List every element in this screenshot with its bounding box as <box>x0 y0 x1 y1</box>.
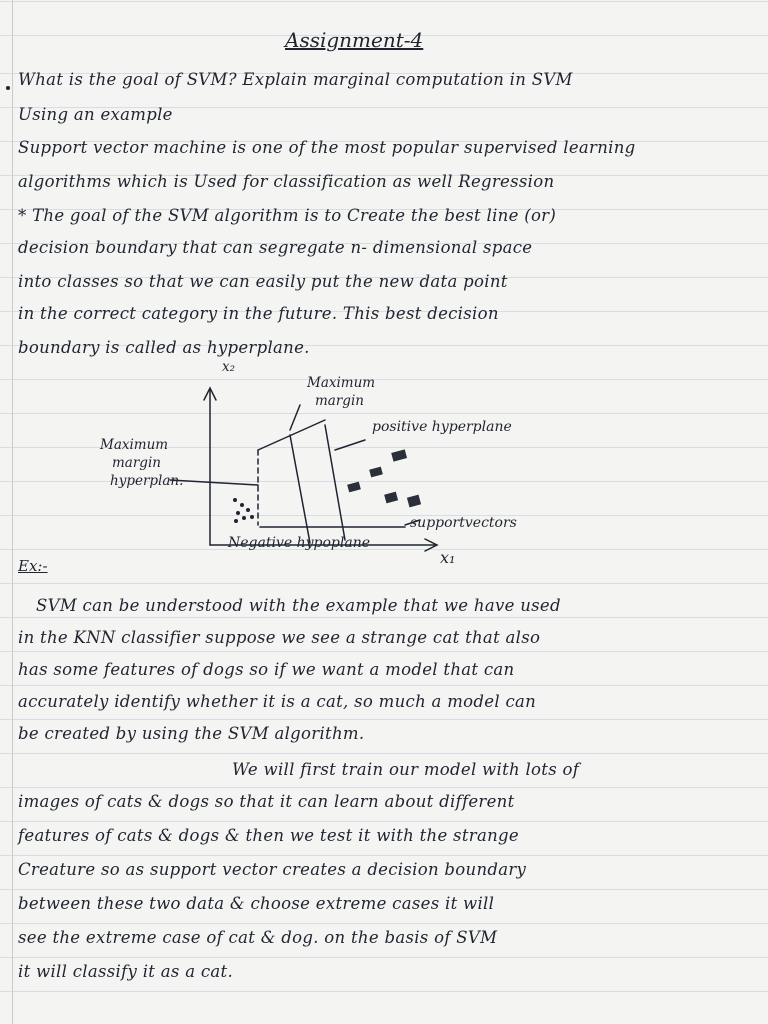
intro-line: boundary is called as hyperplane. <box>18 338 310 357</box>
example-line: has some features of dogs so if we want a model that can <box>18 660 515 679</box>
support-vectors-label: supportvectors <box>410 515 517 531</box>
positive-points <box>347 449 421 507</box>
top-margin-label-2: margin <box>315 393 364 409</box>
example-line: in the KNN classifier suppose we see a strange cat that also <box>18 628 541 647</box>
left-margin-label-2: margin <box>112 455 161 471</box>
example2-line: We will first train our model with lots of <box>232 760 580 779</box>
example-label: Ex:- <box>18 557 48 575</box>
intro-line: Support vector machine is one of the most popular supervised learning <box>18 138 636 157</box>
example2-line: Creature so as support vector creates a decision boundary <box>18 860 527 879</box>
svm-diagram <box>0 355 768 585</box>
question-line: What is the goal of SVM? Explain marginal computation in SVM <box>18 70 573 89</box>
question-line: Using an example <box>18 105 173 124</box>
negative-hyperplane-label: Negative hypoplane <box>228 535 370 551</box>
page-title: Assignment-4 <box>285 28 424 52</box>
negative-points <box>233 498 254 523</box>
left-margin-label-1: Maximum <box>100 437 169 453</box>
x-axis-label: x₁ <box>440 548 456 567</box>
example2-line: it will classify it as a cat. <box>18 962 234 981</box>
example2-line: between these two data & choose extreme cases it will <box>18 894 495 913</box>
example2-line: images of cats & dogs so that it can learn about different <box>18 792 515 811</box>
intro-line: decision boundary that can segregate n- dimensional space <box>18 238 533 257</box>
intro-line: algorithms which is Used for classification as well Regression <box>18 172 555 191</box>
positive-hyperplane-label: positive hyperplane <box>372 419 512 435</box>
example-line: SVM can be understood with the example that we have used <box>36 596 561 615</box>
positive-pointer <box>335 440 365 450</box>
example-line: be created by using the SVM algorithm. <box>18 724 365 743</box>
bullet-dot <box>6 86 10 90</box>
top-margin-pointer <box>290 405 300 430</box>
left-margin-label-3: hyperplan. <box>110 473 184 489</box>
example-line: accurately identify whether it is a cat, so much a model can <box>18 692 537 711</box>
top-margin-label-1: Maximum <box>307 375 376 391</box>
example2-line: see the extreme case of cat & dog. on the basis of SVM <box>18 928 498 947</box>
intro-line: in the correct category in the future. This best decision <box>18 304 499 323</box>
positive-hyperplane-line <box>325 425 345 540</box>
example2-line: features of cats & dogs & then we test it with the strange <box>18 826 519 845</box>
intro-line: into classes so that we can easily put the new data point <box>18 272 508 291</box>
y-axis-label: x₂ <box>222 359 236 375</box>
intro-line: * The goal of the SVM algorithm is to Create the best line (or) <box>18 206 557 225</box>
